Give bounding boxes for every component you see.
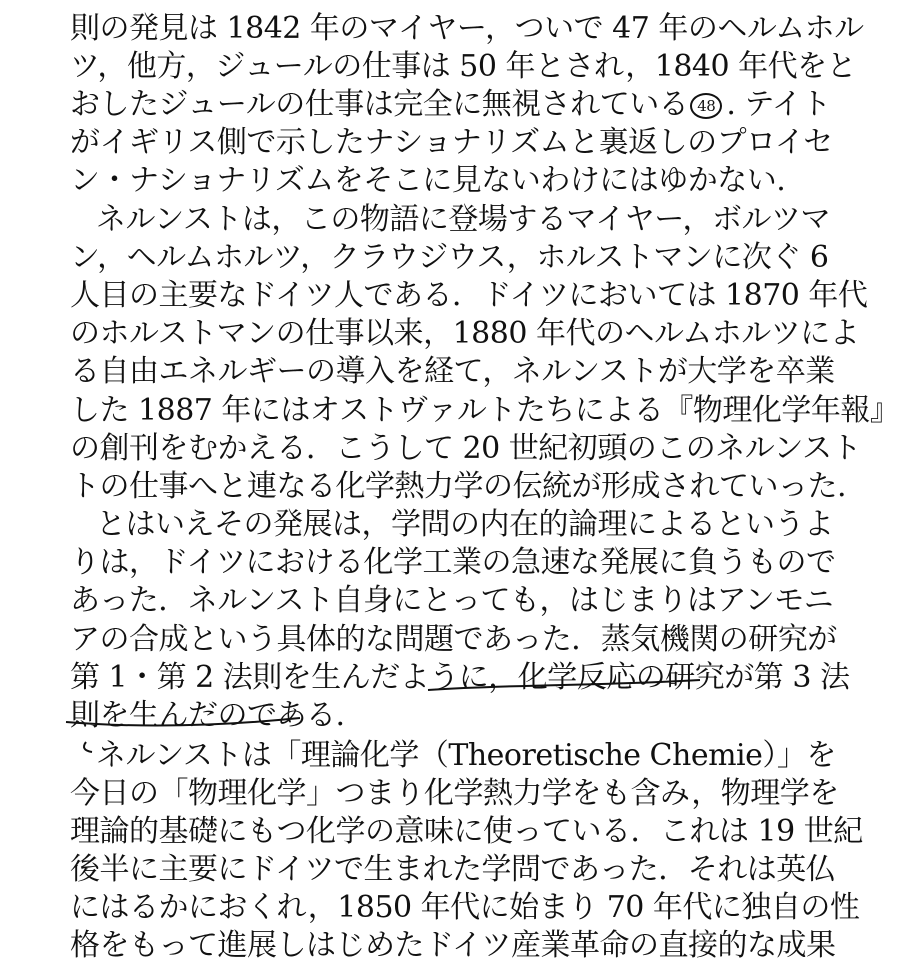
text-line-21: 今日の「物理化学」つまり化学熱力学をも含み，物理学を: [70, 776, 839, 811]
text-line-18: 第 1・第 2 法則を生んだように，化学反応の研究が第 3 法: [70, 660, 850, 695]
footnote-marker[interactable]: 48: [690, 93, 722, 119]
text-line-20: ネルンストは「理論化学（Theoretische Chemie）」を: [96, 738, 836, 773]
text-line-22: 理論的基礎にもつ化学の意味に使っている．これは 19 世紀: [70, 814, 863, 849]
text-line-8: 人目の主要なドイツ人である．ドイツにおいては 1870 年代: [70, 278, 868, 313]
text-line-4: がイギリス側で示したナショナリズムと裏返しのプロイセ: [70, 125, 833, 160]
text-line-16: あった．ネルンスト自身にとっても，はじまりはアンモニ: [70, 583, 834, 618]
text-line-23: 後半に主要にドイツで生まれた学問であった．それは英仏: [70, 852, 836, 887]
text-line-2: ツ，他方，ジュールの仕事は 50 年とされ，1840 年代をと: [70, 49, 857, 84]
text-line-17: アの合成という具体的な問題であった．蒸気機関の研究が: [70, 622, 837, 657]
text-line-3-tail: . テイト: [726, 87, 831, 122]
text-line-24: にはるかにおくれ，1850 年代に始まり 70 年代に独自の性: [70, 890, 860, 925]
text-line-5: ン・ナショナリズムをそこに見ないわけにはゆかない.: [70, 163, 786, 198]
text-line-15: りは，ドイツにおける化学工業の急速な発展に負うもので: [70, 545, 836, 580]
text-line-12: の創刊をむかえる．こうして 20 世紀初頭のこのネルンスト: [70, 431, 862, 466]
text-line-9: のホルストマンの仕事以来，1880 年代のヘルムホルツによ: [70, 316, 860, 351]
text-line-19: 則を生んだのである.: [70, 698, 345, 733]
text-line-1: 則の発見は 1842 年のマイヤー，ついで 47 年のヘルムホル: [70, 11, 864, 46]
text-line-25: 格をもって進展しはじめたドイツ産業革命の直接的な成果: [70, 928, 836, 963]
text-line-6: ネルンストは，この物語に登場するマイヤー，ボルツマ: [96, 202, 831, 237]
pencil-hook-mark: [84, 742, 92, 752]
text-line-10: る自由エネルギーの導入を経て，ネルンストが大学を卒業: [70, 354, 835, 389]
text-line-11: した 1887 年にはオストヴァルトたちによる『物理化学年報』: [70, 393, 899, 428]
text-line-3-main: おしたジュールの仕事は完全に無視されている: [70, 87, 689, 122]
text-line-13: トの仕事へと連なる化学熱力学の伝統が形成されていった.: [70, 469, 847, 504]
text-line-7: ン，ヘルムホルツ，クラウジウス，ホルストマンに次ぐ 6: [70, 240, 829, 275]
text-line-14: とはいえその発展は，学問の内在的論理によるというよ: [96, 507, 834, 542]
